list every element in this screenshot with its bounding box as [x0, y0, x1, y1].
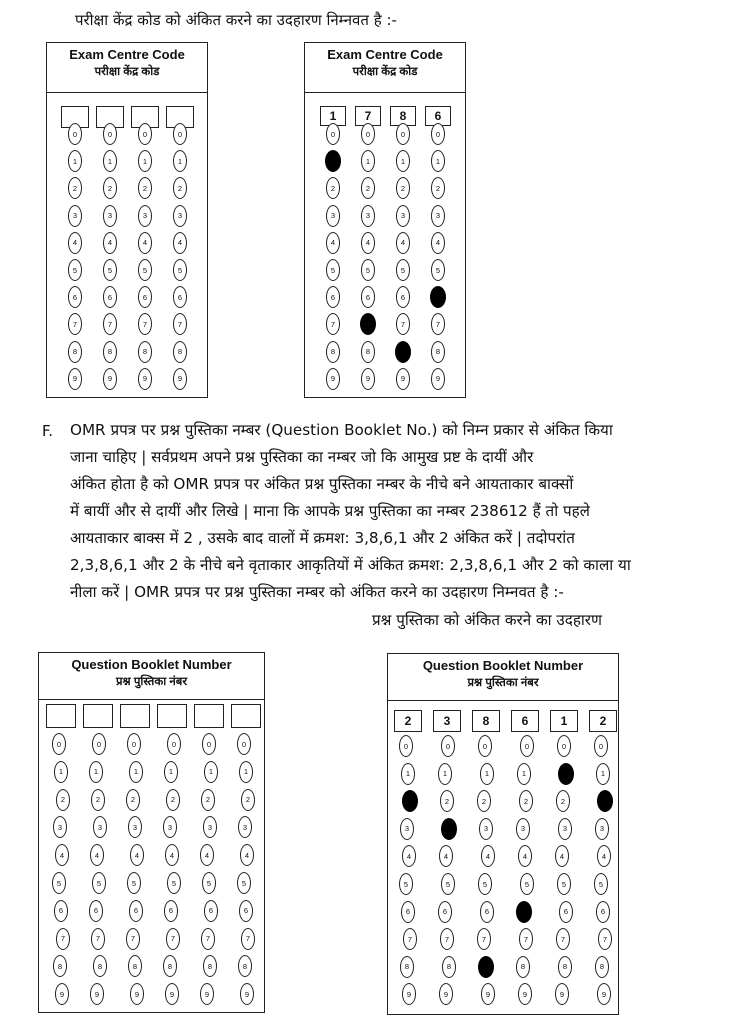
digit-bubble[interactable]: 7 — [103, 313, 117, 335]
digit-bubble[interactable]: 0 — [202, 733, 216, 755]
digit-bubble[interactable]: 9 — [90, 983, 104, 1005]
digit-bubble[interactable]: 2 — [326, 177, 340, 199]
digit-bubble[interactable]: 6 — [173, 286, 187, 308]
digit-bubble[interactable]: 0 — [441, 735, 455, 757]
digit-bubble[interactable]: 1 — [596, 763, 610, 785]
digit-bubble[interactable]: 4 — [361, 232, 375, 254]
digit-bubble[interactable]: 8 — [173, 341, 187, 363]
digit-bubble[interactable]: 6 — [54, 900, 68, 922]
filled-bubble[interactable]: 6 — [516, 901, 532, 923]
digit-box[interactable] — [83, 704, 113, 728]
digit-bubble[interactable]: 0 — [478, 735, 492, 757]
digit-bubble[interactable]: 5 — [138, 259, 152, 281]
digit-bubble[interactable]: 9 — [103, 368, 117, 390]
digit-bubble[interactable]: 4 — [165, 844, 179, 866]
digit-box[interactable] — [120, 704, 150, 728]
digit-bubble[interactable]: 6 — [103, 286, 117, 308]
digit-bubble[interactable]: 5 — [103, 259, 117, 281]
digit-bubble[interactable]: 7 — [138, 313, 152, 335]
digit-bubble[interactable]: 4 — [103, 232, 117, 254]
digit-bubble[interactable]: 7 — [56, 928, 70, 950]
digit-bubble[interactable]: 6 — [129, 900, 143, 922]
digit-bubble[interactable]: 6 — [361, 286, 375, 308]
section-f-line-5: आयताकार बाक्स में 2 , उसके बाद वालों में क्रमश: 3,8,6,1 और 2 अंकित करें | तदोपरांत — [70, 529, 575, 547]
filled-bubble[interactable]: 7 — [360, 313, 376, 335]
digit-bubble[interactable]: 4 — [90, 844, 104, 866]
digit-bubble[interactable]: 7 — [173, 313, 187, 335]
digit-bubble[interactable]: 9 — [130, 983, 144, 1005]
section-f-line-6: 2,3,8,6,1 और 2 के नीचे बने वृताकार आकृतियों में अंकित क्रमश: 2,3,8,6,1 और 2 को काला या — [70, 556, 631, 574]
digit-bubble[interactable]: 2 — [440, 790, 454, 812]
section-f-line-2: जाना चाहिए | सर्वप्रथम अपने प्रश्न पुस्तिका का नम्बर जो कि आमुख प्रष्ट के दायीं और — [70, 448, 534, 466]
digit-bubble[interactable]: 6 — [596, 901, 610, 923]
section-f-line-1: OMR प्रपत्र पर प्रश्न पुस्तिका नम्बर (Question Booklet No.) को निम्न प्रकार से अंकित किया — [70, 421, 613, 439]
digit-bubble[interactable]: 6 — [204, 900, 218, 922]
section-f-line-7: नीला करें | OMR प्रपत्र पर प्रश्न पुस्तिका नम्बर को अंकित करने का उदहारण निम्नवत है :- — [70, 583, 564, 601]
digit-bubble[interactable]: 3 — [128, 816, 142, 838]
digit-bubble[interactable]: 5 — [92, 872, 106, 894]
digit-bubble[interactable]: 1 — [438, 763, 452, 785]
digit-bubble[interactable]: 3 — [238, 816, 252, 838]
digit-bubble[interactable]: 8 — [361, 341, 375, 363]
digit-bubble[interactable]: 6 — [239, 900, 253, 922]
digit-bubble[interactable]: 0 — [103, 123, 117, 145]
digit-bubble[interactable]: 5 — [441, 873, 455, 895]
exam-code-title-hi: परीक्षा केंद्र कोड — [352, 66, 418, 78]
digit-bubble[interactable]: 4 — [130, 844, 144, 866]
digit-bubble[interactable]: 0 — [361, 123, 375, 145]
digit-bubble[interactable]: 8 — [558, 956, 572, 978]
digit-bubble[interactable]: 8 — [203, 955, 217, 977]
digit-bubble[interactable]: 2 — [126, 789, 140, 811]
digit-bubble[interactable]: 1 — [480, 763, 494, 785]
digit-box[interactable]: 6 — [511, 710, 539, 732]
digit-bubble[interactable]: 0 — [173, 123, 187, 145]
section-f-marker: F. — [42, 422, 53, 440]
digit-bubble[interactable]: 0 — [431, 123, 445, 145]
digit-box[interactable]: 2 — [589, 710, 617, 732]
digit-bubble[interactable]: 9 — [138, 368, 152, 390]
booklet-form-blank — [38, 652, 265, 1013]
booklet-title-en: Question Booklet Number — [71, 657, 232, 672]
digit-bubble[interactable]: 7 — [556, 928, 570, 950]
digit-bubble[interactable]: 7 — [91, 928, 105, 950]
digit-bubble[interactable]: 9 — [439, 983, 453, 1005]
digit-bubble[interactable]: 6 — [438, 901, 452, 923]
digit-bubble[interactable]: 3 — [595, 818, 609, 840]
digit-bubble[interactable]: 7 — [68, 313, 82, 335]
digit-box[interactable]: 8 — [472, 710, 500, 732]
digit-bubble[interactable]: 8 — [238, 955, 252, 977]
digit-bubble[interactable]: 3 — [400, 818, 414, 840]
digit-bubble[interactable]: 3 — [516, 818, 530, 840]
digit-bubble[interactable]: 6 — [559, 901, 573, 923]
digit-bubble[interactable]: 3 — [203, 816, 217, 838]
digit-bubble[interactable]: 5 — [557, 873, 571, 895]
digit-bubble[interactable]: 3 — [326, 205, 340, 227]
digit-bubble[interactable]: 8 — [138, 341, 152, 363]
digit-bubble[interactable]: 7 — [166, 928, 180, 950]
digit-bubble[interactable]: 8 — [516, 956, 530, 978]
digit-bubble[interactable]: 9 — [555, 983, 569, 1005]
digit-bubble[interactable]: 9 — [431, 368, 445, 390]
digit-bubble[interactable]: 3 — [431, 205, 445, 227]
digit-bubble[interactable]: 9 — [240, 983, 254, 1005]
digit-bubble[interactable]: 5 — [127, 872, 141, 894]
digit-bubble[interactable]: 1 — [517, 763, 531, 785]
digit-bubble[interactable]: 5 — [431, 259, 445, 281]
digit-bubble[interactable]: 7 — [477, 928, 491, 950]
digit-bubble[interactable]: 5 — [237, 872, 251, 894]
digit-bubble[interactable]: 3 — [68, 205, 82, 227]
exam-code-title-en: Exam Centre Code — [69, 47, 185, 62]
digit-bubble[interactable]: 5 — [399, 873, 413, 895]
digit-box[interactable]: 1 — [320, 106, 346, 126]
digit-bubble[interactable]: 2 — [519, 790, 533, 812]
booklet-title-en: Question Booklet Number — [422, 658, 584, 673]
digit-bubble[interactable]: 4 — [173, 232, 187, 254]
booklet-title-hi: प्रश्न पुस्तिका नंबर — [467, 677, 539, 689]
digit-box[interactable]: 7 — [355, 106, 381, 126]
digit-bubble[interactable]: 2 — [103, 177, 117, 199]
digit-bubble[interactable]: 7 — [598, 928, 612, 950]
digit-bubble[interactable]: 4 — [597, 845, 611, 867]
digit-bubble[interactable]: 2 — [431, 177, 445, 199]
digit-bubble[interactable]: 3 — [53, 816, 67, 838]
digit-bubble[interactable]: 2 — [56, 789, 70, 811]
digit-bubble[interactable]: 6 — [164, 900, 178, 922]
digit-bubble[interactable]: 8 — [163, 955, 177, 977]
digit-bubble[interactable]: 7 — [440, 928, 454, 950]
digit-bubble[interactable]: 4 — [240, 844, 254, 866]
digit-bubble[interactable]: 9 — [402, 983, 416, 1005]
digit-bubble[interactable]: 3 — [396, 205, 410, 227]
section-f-line-4: में बायीं और से दायीं और लिखे | माना कि आपके प्रश्न पुस्तिका का नम्बर 238612 हैं तो पहले — [70, 502, 590, 520]
digit-bubble[interactable]: 7 — [519, 928, 533, 950]
digit-bubble[interactable]: 1 — [173, 150, 187, 172]
digit-bubble[interactable]: 8 — [442, 956, 456, 978]
digit-bubble[interactable]: 5 — [478, 873, 492, 895]
booklet-form-filled — [387, 653, 619, 1015]
digit-bubble[interactable]: 7 — [431, 313, 445, 335]
digit-bubble[interactable]: 8 — [595, 956, 609, 978]
digit-bubble[interactable]: 0 — [326, 123, 340, 145]
digit-bubble[interactable]: 0 — [399, 735, 413, 757]
digit-bubble[interactable]: 1 — [396, 150, 410, 172]
filled-bubble[interactable]: 1 — [325, 150, 341, 172]
digit-bubble[interactable]: 4 — [326, 232, 340, 254]
digit-bubble[interactable]: 3 — [361, 205, 375, 227]
digit-bubble[interactable]: 2 — [166, 789, 180, 811]
digit-bubble[interactable]: 8 — [400, 956, 414, 978]
digit-bubble[interactable]: 5 — [68, 259, 82, 281]
digit-bubble[interactable]: 4 — [518, 845, 532, 867]
digit-bubble[interactable]: 9 — [481, 983, 495, 1005]
digit-bubble[interactable]: 6 — [326, 286, 340, 308]
digit-bubble[interactable]: 6 — [401, 901, 415, 923]
digit-box[interactable] — [194, 704, 224, 728]
digit-bubble[interactable]: 8 — [53, 955, 67, 977]
digit-box[interactable]: 3 — [433, 710, 461, 732]
digit-bubble[interactable]: 5 — [326, 259, 340, 281]
digit-bubble[interactable]: 8 — [103, 341, 117, 363]
intro-line: परीक्षा केंद्र कोड को अंकित करने का उदहारण निम्नवत है :- — [75, 11, 397, 29]
digit-bubble[interactable]: 8 — [128, 955, 142, 977]
digit-bubble[interactable]: 4 — [138, 232, 152, 254]
digit-bubble[interactable]: 2 — [396, 177, 410, 199]
exam-code-title-en: Exam Centre Code — [327, 47, 443, 62]
digit-bubble[interactable]: 5 — [594, 873, 608, 895]
filled-bubble[interactable]: 2 — [597, 790, 613, 812]
filled-bubble[interactable]: 1 — [558, 763, 574, 785]
digit-bubble[interactable]: 4 — [402, 845, 416, 867]
digit-box[interactable]: 2 — [394, 710, 422, 732]
digit-box[interactable] — [157, 704, 187, 728]
digit-bubble[interactable]: 1 — [401, 763, 415, 785]
digit-bubble[interactable]: 5 — [202, 872, 216, 894]
digit-bubble[interactable]: 4 — [481, 845, 495, 867]
digit-box[interactable]: 1 — [550, 710, 578, 732]
digit-bubble[interactable]: 1 — [138, 150, 152, 172]
digit-bubble[interactable]: 7 — [403, 928, 417, 950]
digit-bubble[interactable]: 2 — [477, 790, 491, 812]
digit-bubble[interactable]: 2 — [556, 790, 570, 812]
digit-bubble[interactable]: 0 — [127, 733, 141, 755]
section-f-line-3: अंकित होता है को OMR प्रपत्र पर अंकित प्रश्न पुस्तिका नम्बर के नीचे बने आयताकार बाक्सों — [70, 475, 574, 493]
filled-bubble[interactable]: 2 — [402, 790, 418, 812]
digit-bubble[interactable]: 6 — [138, 286, 152, 308]
digit-bubble[interactable]: 9 — [173, 368, 187, 390]
exam-code-form-blank — [46, 42, 208, 398]
exam-code-form-filled — [304, 42, 466, 398]
digit-box[interactable] — [46, 704, 76, 728]
filled-bubble[interactable]: 6 — [430, 286, 446, 308]
digit-bubble[interactable]: 7 — [201, 928, 215, 950]
digit-bubble[interactable]: 2 — [68, 177, 82, 199]
digit-bubble[interactable]: 7 — [326, 313, 340, 335]
digit-bubble[interactable]: 3 — [103, 205, 117, 227]
digit-bubble[interactable]: 2 — [91, 789, 105, 811]
filled-bubble[interactable]: 3 — [441, 818, 457, 840]
digit-bubble[interactable]: 3 — [163, 816, 177, 838]
digit-bubble[interactable]: 4 — [68, 232, 82, 254]
digit-bubble[interactable]: 9 — [55, 983, 69, 1005]
digit-bubble[interactable]: 3 — [173, 205, 187, 227]
digit-bubble[interactable]: 7 — [241, 928, 255, 950]
filled-bubble[interactable]: 8 — [395, 341, 411, 363]
digit-bubble[interactable]: 5 — [167, 872, 181, 894]
digit-bubble[interactable]: 3 — [93, 816, 107, 838]
digit-bubble[interactable]: 1 — [89, 761, 103, 783]
digit-bubble[interactable]: 5 — [396, 259, 410, 281]
digit-bubble[interactable]: 0 — [520, 735, 534, 757]
digit-bubble[interactable]: 4 — [555, 845, 569, 867]
digit-bubble[interactable]: 2 — [201, 789, 215, 811]
digit-box[interactable] — [231, 704, 261, 728]
digit-bubble[interactable]: 2 — [173, 177, 187, 199]
digit-box[interactable]: 6 — [425, 106, 451, 126]
digit-bubble[interactable]: 1 — [129, 761, 143, 783]
digit-bubble[interactable]: 0 — [557, 735, 571, 757]
digit-bubble[interactable]: 8 — [326, 341, 340, 363]
booklet-title-hi: प्रश्न पुस्तिका नंबर — [115, 676, 188, 688]
digit-bubble[interactable]: 6 — [480, 901, 494, 923]
digit-bubble[interactable]: 4 — [396, 232, 410, 254]
digit-bubble[interactable]: 6 — [396, 286, 410, 308]
digit-bubble[interactable]: 4 — [200, 844, 214, 866]
digit-bubble[interactable]: 0 — [396, 123, 410, 145]
digit-bubble[interactable]: 1 — [54, 761, 68, 783]
filled-bubble[interactable]: 8 — [478, 956, 494, 978]
digit-bubble[interactable]: 9 — [165, 983, 179, 1005]
digit-bubble[interactable]: 0 — [68, 123, 82, 145]
digit-bubble[interactable]: 9 — [518, 983, 532, 1005]
digit-bubble[interactable]: 4 — [431, 232, 445, 254]
digit-bubble[interactable]: 6 — [68, 286, 82, 308]
digit-bubble[interactable]: 9 — [396, 368, 410, 390]
digit-bubble[interactable]: 0 — [237, 733, 251, 755]
digit-bubble[interactable]: 0 — [92, 733, 106, 755]
exam-code-title-hi: परीक्षा केंद्र कोड — [94, 66, 160, 78]
digit-bubble[interactable]: 7 — [396, 313, 410, 335]
digit-bubble[interactable]: 9 — [68, 368, 82, 390]
digit-bubble[interactable]: 3 — [558, 818, 572, 840]
digit-bubble[interactable]: 7 — [126, 928, 140, 950]
digit-bubble[interactable]: 6 — [89, 900, 103, 922]
digit-bubble[interactable]: 1 — [164, 761, 178, 783]
digit-bubble[interactable]: 1 — [103, 150, 117, 172]
digit-bubble[interactable]: 4 — [439, 845, 453, 867]
digit-bubble[interactable]: 1 — [361, 150, 375, 172]
digit-bubble[interactable]: 1 — [68, 150, 82, 172]
digit-bubble[interactable]: 0 — [594, 735, 608, 757]
digit-bubble[interactable]: 9 — [597, 983, 611, 1005]
digit-bubble[interactable]: 0 — [167, 733, 181, 755]
digit-bubble[interactable]: 5 — [173, 259, 187, 281]
digit-bubble[interactable]: 3 — [479, 818, 493, 840]
digit-bubble[interactable]: 2 — [241, 789, 255, 811]
digit-bubble[interactable]: 9 — [361, 368, 375, 390]
digit-bubble[interactable]: 1 — [204, 761, 218, 783]
digit-bubble[interactable]: 2 — [138, 177, 152, 199]
digit-bubble[interactable]: 5 — [361, 259, 375, 281]
digit-bubble[interactable]: 8 — [68, 341, 82, 363]
digit-bubble[interactable]: 3 — [138, 205, 152, 227]
digit-bubble[interactable]: 5 — [520, 873, 534, 895]
digit-bubble[interactable]: 1 — [239, 761, 253, 783]
digit-bubble[interactable]: 4 — [55, 844, 69, 866]
digit-bubble[interactable]: 2 — [361, 177, 375, 199]
example-caption: प्रश्न पुस्तिका को अंकित करने का उदहारण — [372, 611, 603, 629]
digit-bubble[interactable]: 8 — [431, 341, 445, 363]
digit-bubble[interactable]: 8 — [93, 955, 107, 977]
digit-bubble[interactable]: 9 — [200, 983, 214, 1005]
digit-bubble[interactable]: 0 — [138, 123, 152, 145]
digit-bubble[interactable]: 1 — [431, 150, 445, 172]
digit-bubble[interactable]: 9 — [326, 368, 340, 390]
digit-box[interactable]: 8 — [390, 106, 416, 126]
digit-bubble[interactable]: 0 — [52, 733, 66, 755]
digit-bubble[interactable]: 5 — [52, 872, 66, 894]
